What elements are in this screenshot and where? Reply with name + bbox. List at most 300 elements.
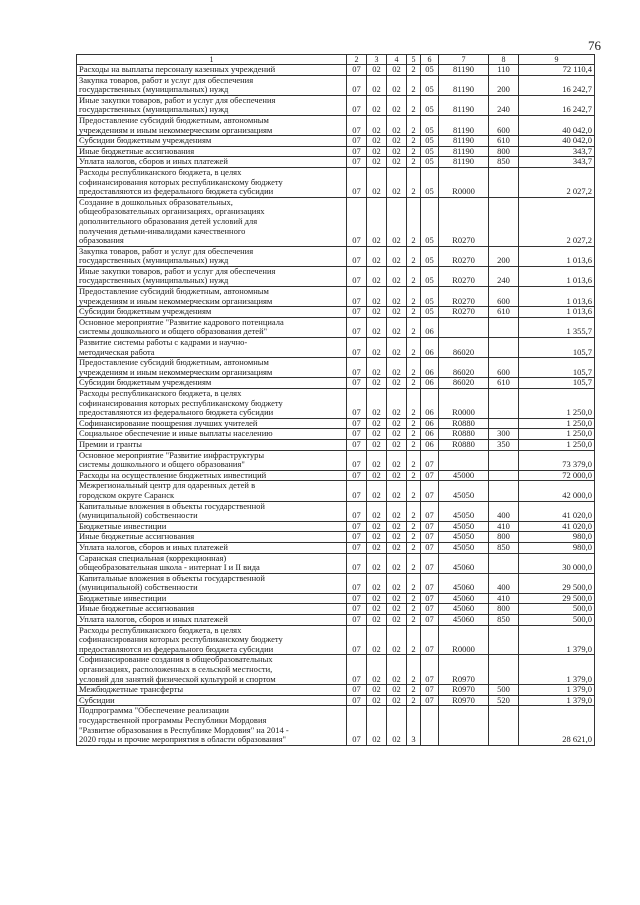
expense-name-cell: Межрегиональный центр для одаренных детей в городском округе Саранск [77, 481, 347, 501]
amount-cell: 980,0 [519, 542, 595, 553]
code-cell: 02 [367, 389, 387, 419]
code-cell: 81190 [439, 75, 489, 95]
code-cell: 02 [387, 317, 407, 337]
header-cell: 7 [439, 55, 489, 65]
amount-cell: 1 013,6 [519, 307, 595, 318]
code-cell: 800 [489, 532, 519, 543]
table-row [77, 136, 595, 147]
code-cell: 02 [387, 532, 407, 543]
code-cell: 86020 [439, 338, 489, 358]
code-cell: 2 [407, 655, 421, 685]
table-row [77, 685, 595, 696]
code-cell: 02 [387, 604, 407, 615]
code-cell: 02 [387, 542, 407, 553]
amount-cell: 1 379,0 [519, 695, 595, 706]
table-row [77, 266, 595, 286]
expense-name-cell: Уплата налогов, сборов и иных платежей [77, 615, 347, 626]
code-cell: 07 [347, 706, 367, 745]
code-cell: 81190 [439, 95, 489, 115]
code-cell: 07 [347, 655, 367, 685]
header-cell: 5 [407, 55, 421, 65]
code-cell: 800 [489, 604, 519, 615]
code-cell: 400 [489, 573, 519, 593]
amount-cell: 1 013,6 [519, 287, 595, 307]
code-cell: 06 [421, 358, 439, 378]
code-cell: 05 [421, 287, 439, 307]
amount-cell: 2 027,2 [519, 197, 595, 246]
table-row [77, 553, 595, 573]
code-cell: 850 [489, 542, 519, 553]
code-cell: R0000 [439, 167, 489, 197]
code-cell: 2 [407, 167, 421, 197]
expense-name-cell: Подпрограмма "Обеспечение реализации государственной программы Республики Мордовия "Развитие образования в Республике Мордовия" на 2014 - 2020 годы и прочие мероприятия в области образования" [77, 706, 347, 745]
code-cell: 07 [347, 429, 367, 440]
code-cell: 2 [407, 197, 421, 246]
amount-cell: 343,7 [519, 146, 595, 157]
code-cell: 02 [387, 429, 407, 440]
code-cell [489, 450, 519, 470]
table-row [77, 307, 595, 318]
table-row [77, 197, 595, 246]
amount-cell: 1 250,0 [519, 389, 595, 419]
amount-cell: 1 379,0 [519, 685, 595, 696]
code-cell: R0880 [439, 429, 489, 440]
code-cell: 2 [407, 593, 421, 604]
code-cell: 2 [407, 157, 421, 168]
expense-name-cell: Софинансирование создания в общеобразовательных организациях, расположенных в сельской местности, условий для занятий физической культурой и спортом [77, 655, 347, 685]
code-cell: 02 [387, 266, 407, 286]
amount-cell: 42 000,0 [519, 481, 595, 501]
code-cell: 07 [347, 604, 367, 615]
expense-name-cell: Капитальные вложения в объекты государственной (муниципальной) собственности [77, 501, 347, 521]
code-cell: 410 [489, 521, 519, 532]
expense-name-cell: Закупка товаров, работ и услуг для обеспечения государственных (муниципальных) нужд [77, 246, 347, 266]
table-row [77, 439, 595, 450]
expense-name-cell: Софинансирование поощрения лучших учителей [77, 418, 347, 429]
code-cell: 06 [421, 439, 439, 450]
code-cell: 07 [347, 287, 367, 307]
amount-cell: 1 355,7 [519, 317, 595, 337]
code-cell: 05 [421, 246, 439, 266]
code-cell: 06 [421, 338, 439, 358]
table-row [77, 378, 595, 389]
code-cell: 05 [421, 75, 439, 95]
expense-name-cell: Иные бюджетные ассигнования [77, 146, 347, 157]
header-cell: 9 [519, 55, 595, 65]
code-cell: 02 [387, 146, 407, 157]
table-row [77, 604, 595, 615]
code-cell: 2 [407, 65, 421, 76]
expense-name-cell: Расходы республиканского бюджета, в целях софинансирования которых республиканскому бюджету предоставляются из федерального бюджета субсидии [77, 625, 347, 655]
code-cell: 86020 [439, 378, 489, 389]
code-cell [489, 655, 519, 685]
code-cell: 2 [407, 481, 421, 501]
code-cell: 02 [367, 470, 387, 481]
code-cell: 02 [367, 553, 387, 573]
header-cell: 2 [347, 55, 367, 65]
code-cell: 02 [367, 655, 387, 685]
code-cell: 02 [367, 65, 387, 76]
code-cell: 02 [367, 706, 387, 745]
amount-cell: 30 000,0 [519, 553, 595, 573]
code-cell: 02 [387, 167, 407, 197]
code-cell: 850 [489, 157, 519, 168]
table-row [77, 615, 595, 626]
expense-name-cell: Расходы республиканского бюджета, в целях софинансирования которых республиканскому бюджету предоставляются из федерального бюджета субсидии [77, 167, 347, 197]
code-cell: 110 [489, 65, 519, 76]
code-cell: 02 [367, 95, 387, 115]
code-cell: R0270 [439, 266, 489, 286]
code-cell: 02 [387, 501, 407, 521]
code-cell: 02 [367, 75, 387, 95]
table-row [77, 146, 595, 157]
code-cell: R0880 [439, 439, 489, 450]
code-cell [439, 706, 489, 745]
expense-name-cell: Предоставление субсидий бюджетным, автономным учреждениям и иным некоммерческим организациям [77, 115, 347, 135]
code-cell: 05 [421, 115, 439, 135]
code-cell: 06 [421, 378, 439, 389]
code-cell: 07 [347, 501, 367, 521]
code-cell: 07 [347, 146, 367, 157]
expense-name-cell: Основное мероприятие "Развитие инфраструктуры системы дошкольного и общего образования" [77, 450, 347, 470]
code-cell [439, 317, 489, 337]
code-cell: 45050 [439, 501, 489, 521]
code-cell: 07 [347, 418, 367, 429]
header-cell: 1 [77, 55, 347, 65]
code-cell: 07 [347, 521, 367, 532]
table-row [77, 532, 595, 543]
code-cell: 2 [407, 75, 421, 95]
code-cell: 07 [347, 450, 367, 470]
code-cell: 02 [387, 706, 407, 745]
amount-cell: 40 042,0 [519, 115, 595, 135]
amount-cell: 105,7 [519, 338, 595, 358]
code-cell: 02 [387, 450, 407, 470]
code-cell: 2 [407, 115, 421, 135]
code-cell: 07 [421, 450, 439, 470]
code-cell: 81190 [439, 115, 489, 135]
code-cell: 45050 [439, 481, 489, 501]
code-cell: 2 [407, 146, 421, 157]
table-row [77, 95, 595, 115]
code-cell: 2 [407, 470, 421, 481]
code-cell: 02 [367, 307, 387, 318]
code-cell: 07 [347, 685, 367, 696]
code-cell: 200 [489, 75, 519, 95]
table-row [77, 317, 595, 337]
code-cell: 02 [387, 197, 407, 246]
code-cell: 07 [421, 521, 439, 532]
code-cell: 02 [387, 439, 407, 450]
code-cell [439, 450, 489, 470]
code-cell: 07 [421, 553, 439, 573]
code-cell: 05 [421, 307, 439, 318]
code-cell: 07 [347, 439, 367, 450]
table-row [77, 655, 595, 685]
expense-name-cell: Саранская специальная (коррекционная) общеобразовательная школа - интернат I и II вида [77, 553, 347, 573]
table-row [77, 418, 595, 429]
code-cell: 02 [367, 625, 387, 655]
amount-cell: 72 110,4 [519, 65, 595, 76]
code-cell: 02 [387, 573, 407, 593]
amount-cell: 2 027,2 [519, 167, 595, 197]
code-cell: R0000 [439, 389, 489, 419]
code-cell: 2 [407, 532, 421, 543]
amount-cell: 28 621,0 [519, 706, 595, 745]
code-cell [489, 389, 519, 419]
code-cell: 02 [387, 481, 407, 501]
code-cell: 02 [387, 95, 407, 115]
code-cell: 610 [489, 378, 519, 389]
code-cell: 05 [421, 197, 439, 246]
code-cell: 02 [387, 389, 407, 419]
code-cell: 45060 [439, 604, 489, 615]
code-cell: 02 [387, 695, 407, 706]
code-cell: 81190 [439, 65, 489, 76]
expense-name-cell: Социальное обеспечение и иные выплаты населению [77, 429, 347, 440]
expense-name-cell: Иные закупки товаров, работ и услуг для обеспечения государственных (муниципальных) нужд [77, 266, 347, 286]
code-cell: 07 [421, 481, 439, 501]
code-cell: 02 [387, 521, 407, 532]
code-cell: 02 [367, 450, 387, 470]
code-cell [489, 470, 519, 481]
expense-name-cell: Уплата налогов, сборов и иных платежей [77, 542, 347, 553]
code-cell: 410 [489, 593, 519, 604]
code-cell: 2 [407, 95, 421, 115]
code-cell: 240 [489, 95, 519, 115]
table-row [77, 75, 595, 95]
code-cell: R0970 [439, 655, 489, 685]
code-cell: 02 [367, 317, 387, 337]
code-cell: 2 [407, 358, 421, 378]
expense-name-cell: Субсидии бюджетным учреждениям [77, 307, 347, 318]
code-cell: 07 [421, 532, 439, 543]
code-cell: 07 [347, 378, 367, 389]
code-cell [489, 338, 519, 358]
code-cell: 2 [407, 685, 421, 696]
code-cell: 07 [421, 470, 439, 481]
code-cell: 07 [347, 553, 367, 573]
code-cell: R0970 [439, 695, 489, 706]
code-cell: 02 [387, 378, 407, 389]
code-cell: 02 [367, 532, 387, 543]
code-cell: 02 [387, 418, 407, 429]
expense-name-cell: Расходы республиканского бюджета, в целях софинансирования которых республиканскому бюджету предоставляются из федерального бюджета субсидии [77, 389, 347, 419]
code-cell: 2 [407, 389, 421, 419]
table-row [77, 157, 595, 168]
code-cell: 2 [407, 287, 421, 307]
table-row [77, 706, 595, 745]
code-cell: 07 [347, 65, 367, 76]
expense-name-cell: Капитальные вложения в объекты государственной (муниципальной) собственности [77, 573, 347, 593]
table-row [77, 625, 595, 655]
code-cell: R0270 [439, 307, 489, 318]
amount-cell: 343,7 [519, 157, 595, 168]
code-cell: 07 [347, 307, 367, 318]
code-cell: 2 [407, 450, 421, 470]
code-cell [489, 625, 519, 655]
code-cell: 02 [387, 115, 407, 135]
amount-cell: 1 379,0 [519, 655, 595, 685]
table-row [77, 573, 595, 593]
code-cell: 07 [347, 115, 367, 135]
code-cell: 02 [367, 685, 387, 696]
amount-cell: 500,0 [519, 615, 595, 626]
table-row [77, 429, 595, 440]
expense-name-cell: Иные закупки товаров, работ и услуг для обеспечения государственных (муниципальных) нужд [77, 95, 347, 115]
code-cell: 05 [421, 266, 439, 286]
code-cell: 02 [367, 115, 387, 135]
code-cell: 07 [421, 615, 439, 626]
code-cell: 02 [387, 615, 407, 626]
code-cell: 02 [387, 338, 407, 358]
code-cell: 2 [407, 378, 421, 389]
code-cell: 02 [367, 246, 387, 266]
code-cell: 02 [367, 521, 387, 532]
code-cell: 05 [421, 146, 439, 157]
code-cell: 07 [421, 573, 439, 593]
code-cell: 2 [407, 246, 421, 266]
code-cell: 45000 [439, 470, 489, 481]
code-cell: 02 [387, 136, 407, 147]
amount-cell: 1 250,0 [519, 418, 595, 429]
code-cell: 02 [387, 625, 407, 655]
code-cell: 610 [489, 136, 519, 147]
code-cell: 45060 [439, 553, 489, 573]
amount-cell: 40 042,0 [519, 136, 595, 147]
code-cell: 600 [489, 287, 519, 307]
expense-name-cell: Расходы на выплаты персоналу казенных учреждений [77, 65, 347, 76]
code-cell: 02 [367, 604, 387, 615]
code-cell: 2 [407, 338, 421, 358]
code-cell: 81190 [439, 136, 489, 147]
table-row [77, 115, 595, 135]
code-cell: 07 [347, 358, 367, 378]
table-row [77, 389, 595, 419]
code-cell: 2 [407, 521, 421, 532]
code-cell: 07 [421, 655, 439, 685]
code-cell: 02 [367, 615, 387, 626]
code-cell: 05 [421, 95, 439, 115]
code-cell: 2 [407, 695, 421, 706]
code-cell [489, 317, 519, 337]
code-cell: 3 [407, 706, 421, 745]
amount-cell: 1 250,0 [519, 429, 595, 440]
code-cell: 07 [347, 167, 367, 197]
code-cell [489, 418, 519, 429]
code-cell: 05 [421, 157, 439, 168]
expense-name-cell: Межбюджетные трансферты [77, 685, 347, 696]
header-cell: 4 [387, 55, 407, 65]
amount-cell: 41 020,0 [519, 501, 595, 521]
code-cell: 81190 [439, 157, 489, 168]
code-cell: 07 [421, 604, 439, 615]
amount-cell: 41 020,0 [519, 521, 595, 532]
code-cell: 05 [421, 65, 439, 76]
table-row [77, 358, 595, 378]
code-cell: 07 [421, 593, 439, 604]
code-cell: 05 [421, 167, 439, 197]
expense-name-cell: Иные бюджетные ассигнования [77, 604, 347, 615]
code-cell: 07 [347, 338, 367, 358]
code-cell: R0880 [439, 418, 489, 429]
expense-name-cell: Субсидии бюджетным учреждениям [77, 378, 347, 389]
table-row [77, 695, 595, 706]
code-cell: 500 [489, 685, 519, 696]
code-cell: 06 [421, 418, 439, 429]
code-cell: 400 [489, 501, 519, 521]
amount-cell: 500,0 [519, 604, 595, 615]
amount-cell: 1 250,0 [519, 439, 595, 450]
table-row [77, 593, 595, 604]
code-cell: 02 [367, 573, 387, 593]
expense-name-cell: Расходы на осуществление бюджетных инвестиций [77, 470, 347, 481]
expense-name-cell: Премии и гранты [77, 439, 347, 450]
code-cell: R0270 [439, 197, 489, 246]
code-cell: 07 [347, 573, 367, 593]
code-cell: 07 [347, 75, 367, 95]
table-row [77, 470, 595, 481]
table-row [77, 501, 595, 521]
amount-cell: 16 242,7 [519, 75, 595, 95]
header-cell: 3 [367, 55, 387, 65]
table-row [77, 167, 595, 197]
table-row [77, 521, 595, 532]
amount-cell: 16 242,7 [519, 95, 595, 115]
code-cell: 600 [489, 358, 519, 378]
code-cell: 02 [367, 287, 387, 307]
code-cell: 02 [387, 655, 407, 685]
expense-name-cell: Предоставление субсидий бюджетным, автономным учреждениям и иным некоммерческим организациям [77, 358, 347, 378]
expense-name-cell: Предоставление субсидий бюджетным, автономным учреждениям и иным некоммерческим организациям [77, 287, 347, 307]
code-cell: 07 [347, 532, 367, 543]
code-cell: 02 [367, 197, 387, 246]
code-cell: 2 [407, 553, 421, 573]
code-cell: 07 [347, 625, 367, 655]
table-row [77, 246, 595, 266]
table-header-row [77, 55, 595, 65]
code-cell: 06 [421, 389, 439, 419]
code-cell [489, 167, 519, 197]
code-cell: 2 [407, 625, 421, 655]
expense-name-cell: Субсидии бюджетным учреждениям [77, 136, 347, 147]
budget-table [76, 54, 595, 746]
code-cell: 02 [367, 439, 387, 450]
table-row [77, 287, 595, 307]
code-cell: R0000 [439, 625, 489, 655]
code-cell: 06 [421, 317, 439, 337]
code-cell: 07 [347, 470, 367, 481]
code-cell: 02 [367, 429, 387, 440]
code-cell: 02 [387, 75, 407, 95]
expense-name-cell: Закупка товаров, работ и услуг для обеспечения государственных (муниципальных) нужд [77, 75, 347, 95]
code-cell: 07 [347, 95, 367, 115]
code-cell: 07 [347, 266, 367, 286]
code-cell: 02 [367, 593, 387, 604]
header-cell: 8 [489, 55, 519, 65]
amount-cell: 72 000,0 [519, 470, 595, 481]
code-cell: 02 [387, 307, 407, 318]
code-cell: 240 [489, 266, 519, 286]
table-row [77, 542, 595, 553]
code-cell: 02 [387, 246, 407, 266]
code-cell: 07 [347, 246, 367, 266]
amount-cell: 105,7 [519, 378, 595, 389]
code-cell: 2 [407, 439, 421, 450]
table-row [77, 65, 595, 76]
code-cell: 2 [407, 418, 421, 429]
code-cell: 2 [407, 501, 421, 521]
